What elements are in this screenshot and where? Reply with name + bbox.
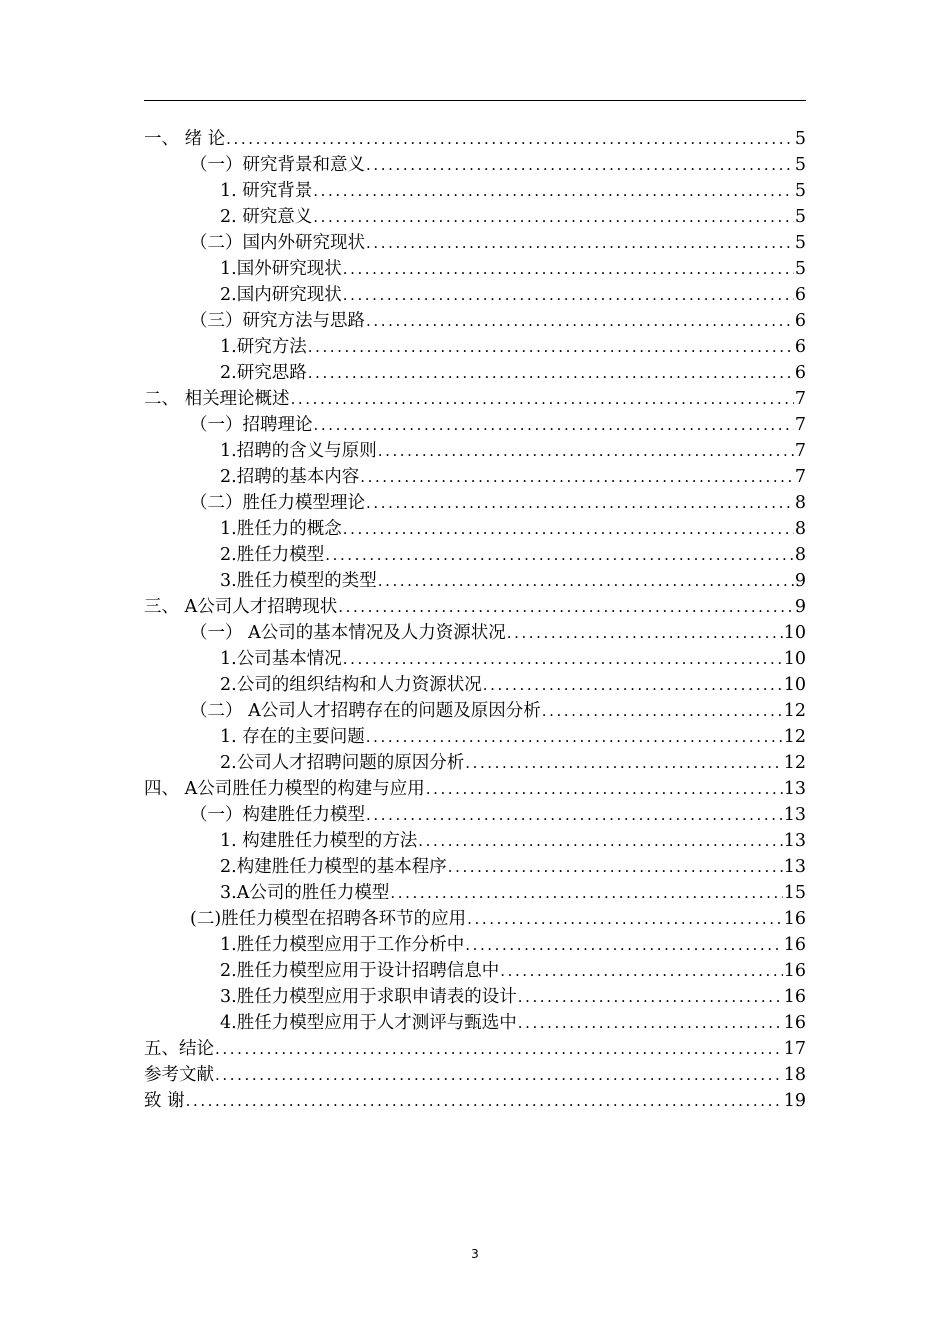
toc-entry-page: 7 (794, 438, 806, 464)
toc-entry[interactable] (144, 802, 806, 828)
toc-dot-leader (418, 828, 782, 854)
toc-entry[interactable] (144, 386, 806, 412)
toc-entry-page: 13 (783, 854, 806, 880)
toc-dot-leader (518, 984, 783, 1010)
toc-entry-page: 7 (794, 464, 806, 490)
toc-entry[interactable] (144, 568, 806, 594)
toc-entry-title: （一）构建胜任力模型 (190, 802, 366, 828)
toc-entry-title: 2.国内研究现状 (220, 282, 343, 308)
toc-entry-page: 6 (794, 334, 806, 360)
toc-dot-leader (500, 958, 783, 984)
toc-dot-leader (507, 620, 783, 646)
toc-entry-page: 6 (794, 282, 806, 308)
toc-entry-page: 7 (794, 412, 806, 438)
toc-entry[interactable] (144, 958, 806, 984)
toc-dot-leader (343, 516, 794, 542)
toc-entry-title: 2.公司人才招聘问题的原因分析 (220, 750, 465, 776)
toc-entry-title: (二)胜任力模型在招聘各环节的应用 (190, 906, 467, 932)
header-rule (144, 100, 806, 101)
toc-dot-leader (343, 256, 794, 282)
toc-entry-page: 9 (794, 594, 806, 620)
toc-entry-title: 1.公司基本情况 (220, 646, 343, 672)
toc-entry-page: 12 (783, 698, 806, 724)
toc-dot-leader (465, 932, 783, 958)
toc-entry-title: 3.胜任力模型应用于求职申请表的设计 (220, 984, 518, 1010)
toc-entry[interactable] (144, 542, 806, 568)
toc-dot-leader (343, 282, 794, 308)
toc-entry-page: 5 (794, 126, 806, 152)
toc-entry[interactable] (144, 1036, 806, 1062)
toc-dot-leader (542, 698, 783, 724)
table-of-contents (144, 126, 806, 1114)
toc-dot-leader (366, 802, 783, 828)
page-number: 3 (471, 1247, 479, 1261)
toc-entry-title: 1.招聘的含义与原则 (220, 438, 378, 464)
toc-entry-title: 参考文献 (144, 1062, 215, 1088)
toc-dot-leader (518, 1010, 783, 1036)
toc-dot-leader (308, 334, 794, 360)
toc-entry[interactable] (144, 1088, 806, 1114)
toc-entry-page: 5 (794, 152, 806, 178)
toc-entry-page: 7 (794, 386, 806, 412)
toc-dot-leader (308, 360, 794, 386)
toc-entry-title: 1. 研究背景 (220, 178, 313, 204)
toc-entry-title: 二、 相关理论概述 (144, 386, 291, 412)
toc-entry[interactable] (144, 698, 806, 724)
toc-dot-leader (186, 1088, 783, 1114)
toc-entry-page: 13 (783, 776, 806, 802)
toc-entry-title: 2.胜任力模型应用于设计招聘信息中 (220, 958, 500, 984)
toc-dot-leader (291, 386, 794, 412)
toc-entry[interactable] (144, 750, 806, 776)
toc-entry[interactable] (144, 1062, 806, 1088)
toc-entry-page: 6 (794, 308, 806, 334)
toc-entry-title: （一）研究背景和意义 (190, 152, 366, 178)
toc-entry-page: 12 (783, 724, 806, 750)
toc-entry-page: 10 (783, 672, 806, 698)
toc-entry-title: （一） A公司的基本情况及人力资源状况 (190, 620, 507, 646)
toc-dot-leader (390, 880, 782, 906)
toc-dot-leader (313, 178, 794, 204)
toc-dot-leader (338, 594, 794, 620)
toc-entry-title: 2.研究思路 (220, 360, 308, 386)
toc-entry-page: 10 (783, 646, 806, 672)
toc-entry-page: 16 (783, 1010, 806, 1036)
toc-entry-title: 1. 构建胜任力模型的方法 (220, 828, 418, 854)
toc-entry-title: 2.招聘的基本内容 (220, 464, 360, 490)
toc-entry-title: （二） A公司人才招聘存在的问题及原因分析 (190, 698, 542, 724)
toc-entry-page: 13 (783, 828, 806, 854)
toc-entry[interactable] (144, 178, 806, 204)
toc-dot-leader (378, 568, 794, 594)
toc-entry-page: 8 (794, 516, 806, 542)
toc-entry-page: 16 (783, 984, 806, 1010)
toc-entry-page: 9 (794, 568, 806, 594)
toc-entry[interactable] (144, 646, 806, 672)
toc-entry-title: （三）研究方法与思路 (190, 308, 366, 334)
toc-entry[interactable] (144, 360, 806, 386)
toc-entry[interactable] (144, 334, 806, 360)
toc-entry-page: 13 (783, 802, 806, 828)
toc-dot-leader (226, 126, 794, 152)
toc-entry[interactable] (144, 932, 806, 958)
toc-entry[interactable] (144, 854, 806, 880)
toc-dot-leader (343, 646, 783, 672)
toc-entry[interactable] (144, 906, 806, 932)
toc-entry[interactable] (144, 412, 806, 438)
toc-dot-leader (366, 490, 794, 516)
toc-entry-title: 1.国外研究现状 (220, 256, 343, 282)
toc-entry-page: 16 (783, 932, 806, 958)
toc-entry-page: 15 (783, 880, 806, 906)
toc-dot-leader (378, 438, 794, 464)
toc-entry-page: 18 (783, 1062, 806, 1088)
toc-entry-page: 8 (794, 542, 806, 568)
toc-entry[interactable] (144, 724, 806, 750)
toc-entry-title: 2.胜任力模型 (220, 542, 325, 568)
toc-entry[interactable] (144, 464, 806, 490)
toc-entry[interactable] (144, 984, 806, 1010)
toc-dot-leader (467, 906, 783, 932)
toc-entry-title: 3.胜任力模型的类型 (220, 568, 378, 594)
toc-entry[interactable] (144, 256, 806, 282)
toc-entry-page: 19 (783, 1088, 806, 1114)
toc-dot-leader (325, 542, 794, 568)
toc-entry-title: 三、 A公司人才招聘现状 (144, 594, 338, 620)
toc-entry[interactable] (144, 282, 806, 308)
toc-dot-leader (366, 152, 794, 178)
toc-entry-page: 5 (794, 204, 806, 230)
toc-entry[interactable] (144, 152, 806, 178)
toc-entry-title: 1. 存在的主要问题 (220, 724, 366, 750)
toc-entry-title: （二）国内外研究现状 (190, 230, 366, 256)
toc-entry-title: 四、 A公司胜任力模型的构建与应用 (144, 776, 426, 802)
toc-entry-title: 1.研究方法 (220, 334, 308, 360)
toc-entry-page: 5 (794, 256, 806, 282)
toc-entry[interactable] (144, 204, 806, 230)
toc-entry-page: 10 (783, 620, 806, 646)
toc-dot-leader (314, 412, 794, 438)
toc-entry-title: 2.构建胜任力模型的基本程序 (220, 854, 448, 880)
toc-entry[interactable] (144, 230, 806, 256)
toc-entry-title: 2. 研究意义 (220, 204, 313, 230)
toc-dot-leader (465, 750, 783, 776)
toc-entry-title: 致 谢 (144, 1088, 186, 1114)
toc-dot-leader (426, 776, 783, 802)
toc-entry-page: 16 (783, 906, 806, 932)
toc-dot-leader (366, 308, 794, 334)
toc-entry-page: 6 (794, 360, 806, 386)
toc-entry-page: 17 (783, 1036, 806, 1062)
toc-entry-title: 2.公司的组织结构和人力资源状况 (220, 672, 483, 698)
toc-entry[interactable] (144, 880, 806, 906)
toc-entry-title: （一）招聘理论 (190, 412, 314, 438)
toc-dot-leader (313, 204, 794, 230)
toc-entry[interactable] (144, 490, 806, 516)
toc-entry[interactable] (144, 516, 806, 542)
toc-dot-leader (366, 230, 794, 256)
toc-dot-leader (215, 1062, 783, 1088)
toc-entry-title: 1.胜任力的概念 (220, 516, 343, 542)
toc-entry-title: 3.A公司的胜任力模型 (220, 880, 390, 906)
toc-dot-leader (448, 854, 783, 880)
toc-entry-title: 1.胜任力模型应用于工作分析中 (220, 932, 465, 958)
toc-entry[interactable] (144, 126, 806, 152)
toc-entry[interactable] (144, 594, 806, 620)
toc-entry[interactable] (144, 672, 806, 698)
toc-entry[interactable] (144, 828, 806, 854)
toc-entry-title: （二）胜任力模型理论 (190, 490, 366, 516)
toc-dot-leader (360, 464, 794, 490)
toc-entry-title: 一、 绪 论 (144, 126, 226, 152)
toc-dot-leader (483, 672, 783, 698)
toc-entry-page: 12 (783, 750, 806, 776)
toc-entry-title: 五、结论 (144, 1036, 215, 1062)
toc-entry-page: 8 (794, 490, 806, 516)
toc-entry-page: 5 (794, 230, 806, 256)
toc-dot-leader (366, 724, 783, 750)
toc-entry[interactable] (144, 776, 806, 802)
toc-entry[interactable] (144, 620, 806, 646)
toc-dot-leader (215, 1036, 783, 1062)
toc-entry[interactable] (144, 308, 806, 334)
toc-entry-page: 16 (783, 958, 806, 984)
toc-entry-page: 5 (794, 178, 806, 204)
toc-entry[interactable] (144, 438, 806, 464)
toc-entry[interactable] (144, 1010, 806, 1036)
toc-entry-title: 4.胜任力模型应用于人才测评与甄选中 (220, 1010, 518, 1036)
